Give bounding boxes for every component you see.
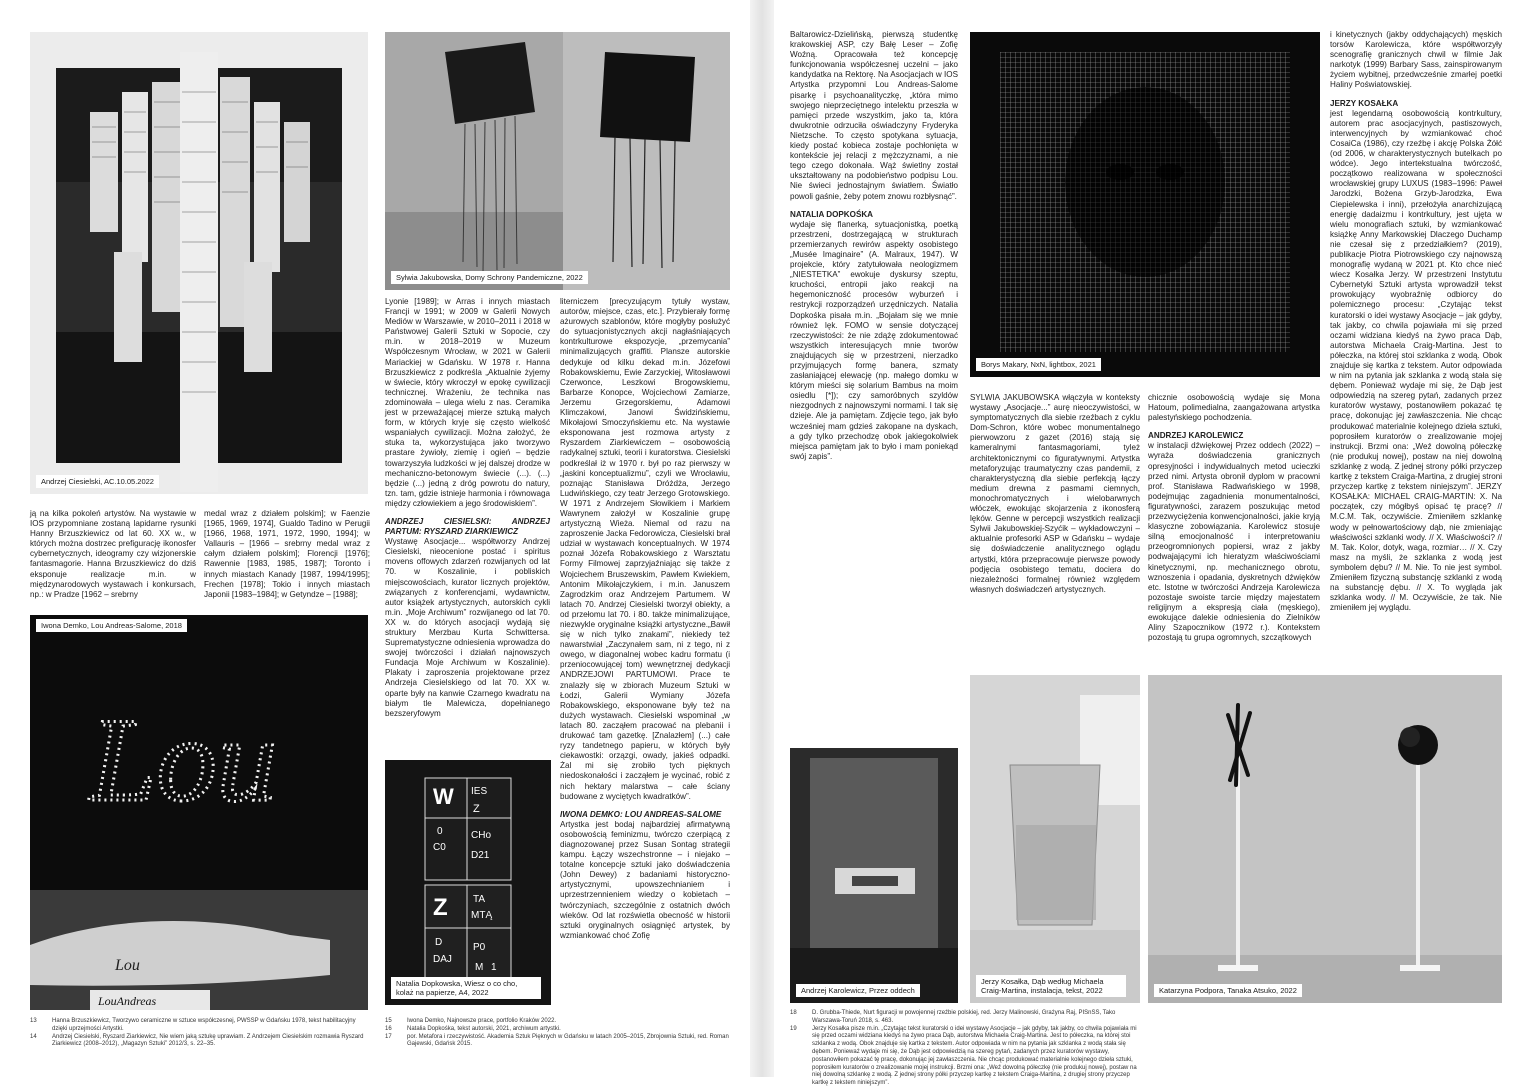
photo-kosalka bbox=[970, 675, 1140, 1003]
caption-ciesielski: Andrzej Ciesielski, AC.10.05.2022 bbox=[36, 475, 159, 488]
paragraph: medal wraz z działem polskim]; w Faenzie [1965, 1969, 1974], Gualdo Tadino w Perugii [1966, 1968, 1971, 1972, 1990, 1994]; w Vallauris – [1966 – srebrny medal wraz z całym działem polskim]; Florencji [1976]; Rawennie [1983, 1985, 1987]; Toronto i innych miastach Kanady [1987, 1994/1995]; Frechen [1978]; Tokio i innych miastach Japonii [1983–1984]; w Getyndze – [1988]; bbox=[204, 509, 370, 599]
page-gutter bbox=[750, 0, 774, 1077]
kosalka-glass-image bbox=[970, 675, 1140, 1003]
paragraph: chicznie osobowością wydaje się Mona Hatoum, polimedialna, zaangażowana artystka palestyńskiego pochodzenia. bbox=[1148, 393, 1320, 423]
collage-letter: CHo bbox=[471, 830, 492, 841]
ciesielski-artwork-image bbox=[30, 32, 368, 494]
footnote: 14 Andrzej Ciesielski, Ryszard Ziarkiewicz, Nie wiem jaką sztukę uprawiam. Z Andrzejem Ciesielskim rozmawia Ryszard Ziarkiewicz (2008–2012), „Magazyn Sztuki” 2012/3, s. 22–35. bbox=[30, 1033, 364, 1048]
photo-podpora bbox=[1148, 675, 1502, 1003]
text-column-l4 bbox=[560, 297, 730, 1005]
caption-karolewicz: Andrzej Karolewicz, Przez oddech bbox=[796, 984, 920, 997]
paragraph: Baltarowicz-Dzielińską, pierwszą studentkę krakowskiej ASP, czy Bałę Leser – Zofię Woźną. Opracowała też koncepcję funkcjonowania współczesnej uczelni – jako kandydatka na Rektorę. Na Asocjacjach w IOS Artystka przypomni Lou Andreas-Salome pisarkę i psychoanalityczkę, „która mimo swojego nieprzeciętnego intelektu przeszła w pamięci przede wszystkim, jako ta, która dwukrotnie odrzuciła oświadczyny Fryderyka Nietzsche. To często spotykana sytuacja, kiedy postać kobieca zostaje pochłonięta w kontekście jej relacji z mężczyznami, a nie tego czego dokonała. Wąż świetlny został ukształtowany na podobieństwo podpisu Lou. Nie świeci jednostajnym światłem. Światło powoli gaśnie, żeby potem znowu rozbłysnąć”. bbox=[790, 30, 958, 201]
lou-light-text: Lou bbox=[90, 693, 277, 826]
paragraph: w instalacji dźwiękowej Przez oddech (2022) – wyraża doświadczenia granicznych opresyjności i indywidualnych metod ucieczki przed nimi. Artysta obronił dyplom w pracowni prof. Stanisława Radwańskiego w 1998, podejmując zagadnienia monumentalności, figuratywności, zarazem poszukując metod przezwyciężenia konwencjonalności, jakie kryją klasyczne zobowiązania. Karolewicz stosuje silną emocjonalność i interpretowaniu przeogromnionych popiersi, wraz z jakby podwajającymi ich hieratyzm właściwościami kinetycznymi, np. mechanicznego obrotu, wznoszenia i opadania, dyskretnych dźwięków etc. Istotne w twórczości Andrzeja Karolewicza pozostaje swoiste tarcie między majestatem religijnym a ekspresją ciała (męskiego), ewokujące dalekie odniesienia do Zielników Aliny Szapocznikow (1972 r.). Kontekstem pozostają tu grupa ogromnych, szczątkowych bbox=[1148, 441, 1320, 643]
collage-letter: Z bbox=[473, 803, 480, 815]
paragraph: Lyonie [1989]; w Arras i innych miastach Francji w 1991; w 2009 w Galerii Nowych Mediów w Warszawie, w 2010–2011 i 2018 w Państwowej Galerii Sztuki w Sopocie, czy m.in. w 2018–2019 w Muzeum Współczesnym Wrocław, w 2021 w Galerii Mariackiej w Gdańsku. W 1978 r. Hanna Brzuszkiewicz z podkreśla „Aktualnie żyjemy w świecie, który wkroczył w epokę cywilizacji technicznej. Wrażeniu, że technika nas zdominowała – ulega wielu z nas. Ceramika jest w przeważającej mierze sztuką małych form, w których kryje się często wielkość wspaniałych cywilizacji. Można założyć, że stuka ta, wykorzystująca jako tworzywo prastare żywioły, ziemię i ogień – będzie towarzyszyła ludzkości w jej dalszej drodze w mechaniczno-betonowym świecie (...). (...) będzie (...) jedną z dróg powrotu do natury, tzn. tam, gdzie istnieje harmonia i równowaga między człowiekiem a jego środowiskiem”. bbox=[385, 297, 550, 508]
photo-karolewicz bbox=[790, 748, 958, 1003]
collage-letter: 0 bbox=[437, 826, 443, 837]
footnote: 17 por. Metafora i rzeczywistość. Akademia Sztuk Pięknych w Gdańsku w latach 2005–2015, Zbrojownia Sztuki, red. Roman Gajewski, Gdańsk 2015. bbox=[385, 1033, 729, 1048]
footnote: 13 Hanna Brzuszkiewicz, Tworzywo ceramiczne w sztuce współczesnej, PWSSP w Gdańsku 1978, tekst habilitacyjny dzięki uprzejmości Artystki. bbox=[30, 1018, 356, 1032]
collage-letter: D21 bbox=[471, 850, 490, 861]
paragraph: SYLWIA JAKUBOWSKA włączyła w konteksty wystawy „Asocjacje...” aurę nieoczywistości, w symptomatycznych dla siebie rzeźbach z cyklu Dom-Schron, które wobec monumentalnego pierwowzoru z gazet (2016) stają się kameralnymi fantasmagoriami, tyleż architektonicznymi co figuratywnymi. Artystka metaforyzując traumatyczny czas pandemii, z charakterystyczną dla siebie perfekcją łączy medium drewna z pasmami ciemnych, monochromatycznych i wielobarwnych włóczek, ewokując skojarzenia z ikonosferą lęków. Genne w percepcji wszystkich realizacji Sylwii Jakubowskiej-Szyćik – wykładowczyni – aktualnie profesorki ASP w Gdańsku – wydaje się doświadczenie analitycznego oglądu artystki, która przepracowuje pierwsze powody podjęcia osobistego tematu, dociera do niezależności formalnej również względem własnych doświadczeń artystycznych. bbox=[970, 393, 1140, 594]
caption-makary: Borys Makary, NxN, lightbox, 2021 bbox=[976, 358, 1101, 371]
left-page bbox=[0, 0, 750, 1077]
section-heading-demko: IWONA DEMKO: LOU ANDREAS-SALOME bbox=[560, 809, 722, 819]
footnote: 16 Natalia Dopkośka, tekst autorski, 2021, archiwum artystki. bbox=[385, 1025, 561, 1032]
karolewicz-installation-image bbox=[790, 748, 958, 1003]
paragraph: Wystawę Asocjacje... współtworzy Andrzej Ciesielski, nieocenione postać i spiritus movens offowych zdarzeń rozwijanych od lat 70. w Koszalinie, i pobliskich miejscowościach, kurator licznych projektów, związanych z konferencjami, wydawnictw, autor książek artystycznych, autorskich cykli m.in. „Moje Archiwum” rozwijanego od lat 70. XX w. do których asocjacji wydają się struktury Merzbau Kurta Schwittersa. Suprematystyczne odniesienia wprowadza do swojej twórczości i działań najnowszych Fundacja Moje Archiwum w Koszalinie). Plakaty i zaproszenia projektowane przez Andrzeja Ciesielskiego od lat 70. XX w. oparte były na kanwie Czarnego kwadratu na białym tle Malewicza, dopełnianego bezszeryfowym bbox=[385, 537, 550, 718]
demko-light-image bbox=[30, 615, 368, 1010]
section-heading-karolewicz: ANDRZEJ KAROLEWICZ bbox=[1148, 431, 1244, 441]
text-column-r1 bbox=[790, 30, 958, 740]
caption-demko: Iwona Demko, Lou Andreas-Salome, 2018 bbox=[36, 619, 187, 632]
footnotes-left-b bbox=[385, 1018, 730, 1068]
collage-letter: D bbox=[435, 937, 443, 948]
dopkowska-collage-image bbox=[385, 760, 551, 1005]
caption-podpora: Katarzyna Podpora, Tanaka Atsuko, 2022 bbox=[1154, 984, 1302, 997]
photo-makary bbox=[970, 32, 1320, 377]
section-heading-ciesielski: ANDRZEJ CIESIELSKI: ANDRZEJ PARTUM: RYSZARD ZIARKIEWICZ bbox=[385, 516, 550, 537]
caption-jakubowska: Sylwia Jakubowska, Domy Schrony Pandemiczne, 2022 bbox=[391, 271, 588, 284]
makary-grid-image bbox=[970, 32, 1320, 377]
section-heading-kosalka: JERZY KOSAŁKA bbox=[1330, 98, 1399, 108]
paragraph: Artystka jest bodaj najbardziej afirmatywną osobowością feminizmu, twórczo czerpiącą z diagnozowanej przez Susan Sontag strategii kampu. Łączy wszechstronne – i niejako – totalne koncepcje sztuki jako doświadczenia (John Dewey) z badaniami historyczno-artystycznymi, upowszechnianiem i uprzestrzennieniem wiedzy o kobietach – twórczyniach, szczególnie z ostatnich dwóch wieków. Od lat rozświetla obecność w historii sztuki oryginalnych osiągnięć artystek, by wzmiankować choć Zofię bbox=[560, 819, 730, 940]
photo-ciesielski bbox=[30, 32, 368, 494]
paragraph: i kinetycznych (jakby oddychających) męskich torsów Karolewicza, które współtworzyły scenografię granicznych chwil w filmie Jak narkotyk (1999) Barbary Sass, zainspirowanym życiem wybitnej, przedwcześnie zmarłej poetki Haliny Poświatowskiej. bbox=[1330, 30, 1502, 90]
caption-dopkowska: Natalia Dopkowska, Wiesz o co cho, kolaż na papierze, A4, 2022 bbox=[391, 977, 541, 999]
signature-text: LouAndreas bbox=[98, 994, 157, 1008]
caption-kosalka: Jerzy Kosałka, Dąb według Michaela Craig-Martina, instalacja, tekst, 2022 bbox=[976, 975, 1126, 997]
text-column-l1 bbox=[30, 509, 196, 615]
right-page bbox=[774, 0, 1524, 1087]
paragraph: literniczem [precyzującym tytuły wystaw, autorów, miejsce, czas, etc.]. Przybierały formę ażurowych szablonów, które mogłyby posłużyć do sytuacjonistycznych akcji nagłaśniających kontrkulturowe ekspozycje, „przemycania” minimalizujących graffiti. Plansze autorskie dedykuje od kilku dekad m.in. Józefowi Robakowskiemu, Ewie Zarzyckiej, Witosławowi Czerwonce, Leszkowi Brogowskiemu, Barbarze Konopce, Wojciechowi Zamiarze, Jerzemu Grzegorskiemu, Adamowi Klimczakowi, Janowi Świdzińskiemu, Mikołajowi Smoczyńskiemu etc. Na wystawie eksponowana jest rozmowa artysty z Ryszardem Ziarkiewiczem – osobowością radykalnej sztuki, teorii i kuratorstwa. Ciesielski podkreślał iż w 1970 r. był po raz pierwszy w „jaskini konceptualizmu”, czyli we Wrocławiu, poznając Stanisława Dróżdża, Jerzego Ludwińskiego, czy teatr Jerzego Grotowskiego. W 1971 z Andrzejem Słowikiem i Markiem Wawrynem założył w Koszalinie grupę artystyczną Wieża. Niemal od razu na zaproszenie Jacka Fedorowicza, Ciesielski brał udział w wystawach konceptualnych. W 1974 poznał Józefa Robakowskiego z Warsztatu Formy Filmowej zaprzyjaźniając się także z Wojciechem Bruszewskim, Pawłem Kwiekiem, Antonim Mikołajczykiem, i m.in. Januszem Zagrodzkim oraz Andrzejem Partumem. W latach 70. Andrzej Ciesielski tworzył obiekty, a od przełomu lat 70. i 80. także minimalizujące, niezwykle oryginalne książki artystyczne.„Bawił się w nich tylko znakami”, niekiedy też nawarstwiał „Zaczynałem sam, ni z tego, ni z owego, w diagonalnej wobec kadru formatu (i przeniocowującej tom) wewnętrznej dedykacji ANDRZEJOWI PARTUMOWI. Prace te znalazły się w zbiorach Muzeum Sztuki w Łodzi, Galerii Wymiany Józefa Robakowskiego, eksponowane były też na dużych wystawach. Ciesielski wspominał „w latach 80. zacząłem pracować na plebanii i drukować tam gazetkę. [Znalazłem] (...) całe ryzy tandetnego papieru, w których były ciekawostki: orzązgi, owady, jakieś odpadki. Żal mi się zrobiło tych pięknych niedoskonałości i zacząłem je wycinać, robić z nich hektary malarstwa – całe ściany budowane z wyciętych kwadratków”. bbox=[560, 297, 730, 801]
paragraph: wydaje się flanerką, sytuacjonistką, poetką przestrzeni, dostrzegającą w strukturach przemierzanych rewirów aspekty osobistego „Musée Imaginaire” (A. Malraux, 1947). W projekcie, który zatytułowała neologizmem „NIESTETKA” ewokuje dyskursy szeptu, kruchości, entropii jako reakcji na hegemoniczność procesów wyburzeń i restrykcji rozporządzeń urzędniczych. Natalia Dopkośka pisała m.in. „Bojałam się we mnie również lęk. FOMO w sensie dotyczącej rzeczywistości: że nie zdążę zdokumentować wszystkich interesujących mnie tworów znajdujących się w przestrzeni, nierzadko przyjmujących formę banera, szmaty zasłaniającej elewację (np. małego domku w którym mieści się solarium Bambus na moim osiedlu [*]); czy samoróbnych szyldów niezgodnych z najnowszymi normami. I tak się dzieje. Ale ja pamiętam. Zdjęcie tego, jak było wcześniej mam gdzieś zakopane na dyskach, a gdy tylko przechodzę obok jakiegokolwiek miejsca pamiętam jak to było i mam poniekąd swój zapis”. bbox=[790, 219, 958, 461]
collage-letter: Z bbox=[433, 894, 448, 921]
collage-letter: 1 bbox=[491, 962, 497, 973]
footnotes-left-a bbox=[30, 1018, 368, 1068]
footnote: 19 Jerzy Kosałka pisze m.in. „Czytając tekst kuratorski o idei wystawy Asocjacje – jak gdyby, tak jakby, co chwila pojawiała mi się przed oczami widziana kiedyś na żywo praca Dąb, autorstwa Michaela Craig-Martina. Jest to półeczka, na której stoi szklanka z wodą. Obok znajduje się kartka z tekstem. Autor odpowiada w nim na pytania jak szklanka z wodą stała się dębem. Ponieważ wydaje mi się, że Dąb jest odpowiedzią na szereg pytań, zadanych przez kuratorów wystawy, postanowiłem pokazać tę pracę, dokonując jej zawłaszczenia. Nie chcąc produkować materialnie kolejnego dzieła sztuki, poprosiłem kuratorów o zrealizowanie mojej instrukcji. Brzmi ona: „Weź dowolną półeczkę (nie produkuj nowej), postaw na niej dowolną szklankę z wodą. Z jednej strony półki przyczep kartkę z tekstem Craiga-Martina, z drugiej strony przyczep kartkę z tekstem niniejszym”. bbox=[790, 1025, 1137, 1087]
arm-tattoo-text: Lou bbox=[115, 957, 140, 974]
photo-jakubowska bbox=[385, 32, 730, 290]
podpora-sculpture-image bbox=[1148, 675, 1502, 1003]
footnotes-right-a bbox=[790, 1010, 1140, 1087]
paragraph: jest legendarną osobowością kontrkultury, autorem prac asocjacyjnych, pastiszowych, interwencyjnych by wzmiankować choć CosaiCa (1986), czy rzeźbę i akcję Polska Żółć (od 2006, w charakterystycznych butelkach po wódce). Jego intertekstualna twórczość, początkowo realizowana w społeczności wrocławskiej grupy LUXUS (1983–1996: Paweł Jarodzki, Bożena Grzyb-Jarodzka, Ewa Ciepielewska i inni), przełożyła anarchizującą energię dadaizmu i kontrkultury, jest ujęta w wielu monografiach sztuki, by wzmiankować książkę Anny Markowskiej Dlaczego Duchamp nie czesał się z przedziałkiem? (2019), publikacje Piotra Piotrowskiego czy najnowszą monografię wydaną w 2021 pt. Kto chce nieć wiecz Kosałka Jerzy. W przestrzeni Instytutu Cybernetyki Sztuki artysta wprowadził tekst prowokujący wyobraźnię odbiorcy do polemicznego procesu: „Czytając tekst kuratorski o idei wystawy Asocjacje – jak gdyby, tak jakby, co chwila pojawiała mi się przed oczami widziana kiedyś na żywo praca Dąb, autorstwa Michaela Craig-Martina. Jest to półeczka, na której stoi szklanka z wodą. Obok znajduje się kartka z tekstem. Autor odpowiada w nim na pytania jak szklanka z wodą stała się dębem. Ponieważ wydaje mi się, że Dąb jest odpowiedzią na szereg pytań, zadanych przez kuratorów wystawy, postanowiłem pokazać tę pracę, dokonując jej zawłaszczenia. Nie chcąc produkować materialnie kolejnego dzieła sztuki, poprosiłem kuratorów o zrealizowanie mojej instrukcji. Brzmi ona: „Weź dowolną półeczkę (nie produkuj nowej), postaw na niej dowolną szklankę z wodą. Z jednej strony półki przyczep kartkę z tekstem Craiga-Martina, z drugiej stroni przyczep kartkę z tekstem niniejszym”. JERZY KOSAŁKA: MICHAEL CRAIG-MARTIN: X. Na początek, czy mógłbyś opisać tę pracę? // M.C.M. Tak, oczywiście. Zmieniłem szklankę wody w pełnowartościowy dąb, nie zmieniając właściwości szklanki wody. // X. Właściwości? // M. Tak. Kolor, dotyk, waga, rozmiar… // X. Czy masz na myśli, że szklanka z wodą jest symbolem dębu? // M. Nie. To nie jest symbol. Zmieniłem fizyczną substancję szklanki z wodą na substancję dębu. // X. To wygląda jak szklanka wody. // M. Oczywiście, że tak. Nie zmieniłem jej wyglądu. bbox=[1330, 108, 1502, 613]
section-heading-dopkoska: NATALIA DOPKOŚKA bbox=[790, 209, 874, 219]
collage-letter: DAJ bbox=[433, 954, 452, 965]
collage-letter: P0 bbox=[473, 942, 486, 953]
footnote: 18 D. Grubba-Thiede, Nurt figuracji w powojennej rzeźbie polskiej, red. Jerzy Malinowski, Grażyna Raj, PISnSS, Tako Warszawa-Toruń 2018, s. 463. bbox=[790, 1010, 1116, 1024]
collage-letter: C0 bbox=[433, 842, 446, 853]
text-column-l2 bbox=[204, 509, 370, 615]
footnote: 15 Iwona Demko, Najnowsze prace, portfolio Kraków 2022. bbox=[385, 1018, 557, 1024]
collage-letter: MTĄ bbox=[471, 910, 493, 921]
collage-letter: TA bbox=[473, 894, 486, 905]
photo-dopkowska bbox=[385, 760, 551, 1005]
text-column-r4 bbox=[1330, 30, 1502, 670]
collage-letter: W bbox=[433, 784, 454, 809]
paragraph: ją na kilka pokoleń artystów. Na wystawie w IOS przypomniane zostaną lapidarne rysunki Hanny Brzuszkiewicz od lat 60. XX w., w których można dostrzec prefigurację ikonosfer cybernetycznych, ideogramy czy wizjonerskie fantasmagorie. Hanna Brzuszkiewicz do dziś eksponuje realizacje m.in. w międzynarodowych wystawach i konkursach, np.: w Pradze [1962 – srebrny bbox=[30, 509, 196, 599]
collage-letter: M bbox=[475, 962, 484, 973]
jakubowska-sculpture-image bbox=[385, 32, 730, 290]
collage-letter: IES bbox=[471, 786, 488, 797]
photo-demko bbox=[30, 615, 368, 1010]
